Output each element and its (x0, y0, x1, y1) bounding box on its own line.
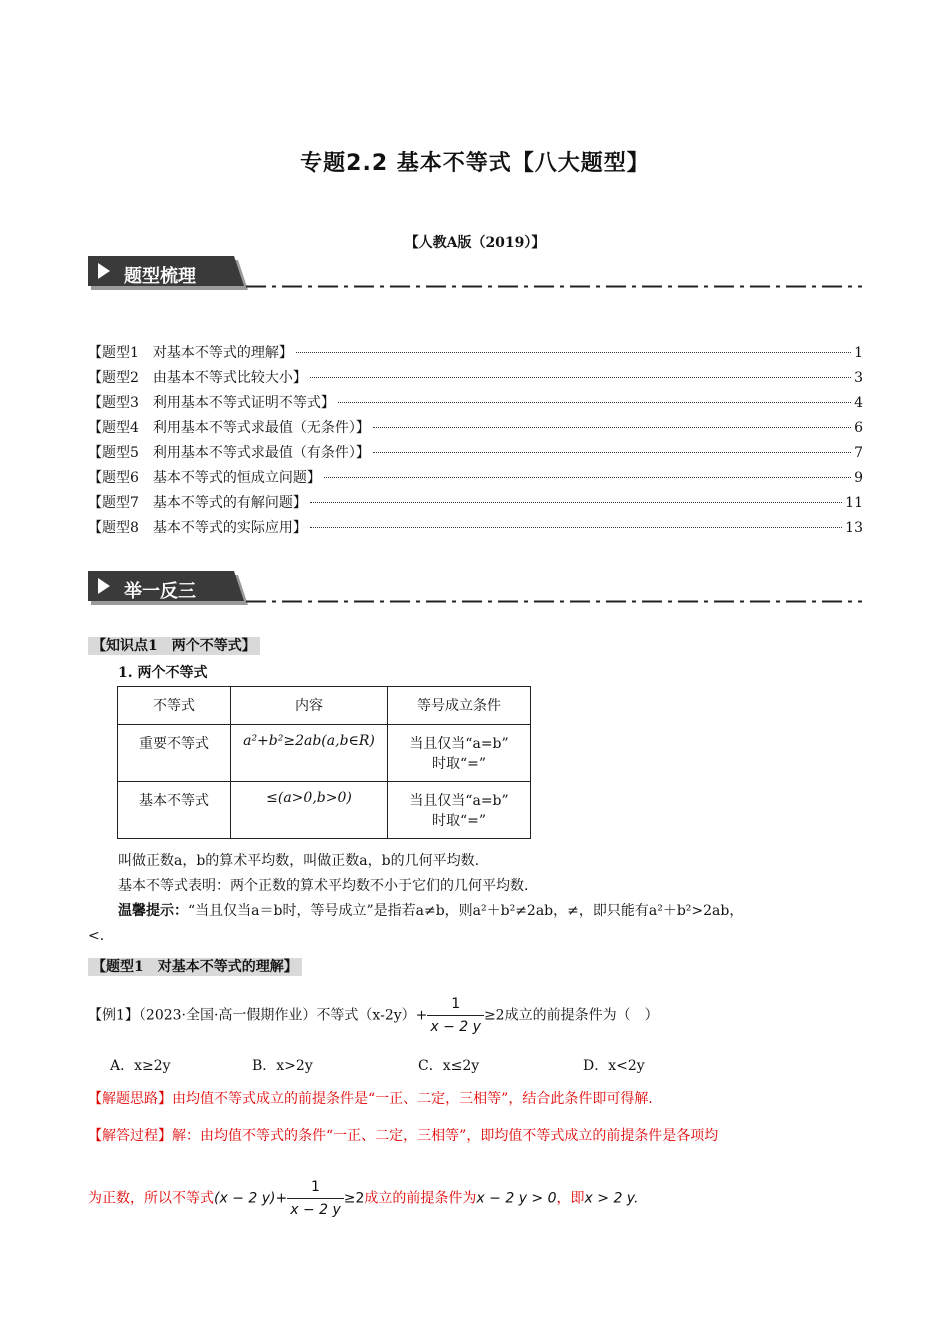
solution-process-line2: 为正数，所以不等式(x − 2 y)+ $\frac{1}{x - 2 y}$ ≥2成立的前提条件为x − 2 y > 0，即x > 2 y. (88, 1176, 638, 1221)
inequality-table (117, 686, 531, 839)
option-c[interactable]: C．x≤2y (418, 1058, 480, 1074)
banner-label: 题型梳理 (124, 266, 196, 287)
edition-label: 【人教A版（2019）】 (404, 235, 546, 251)
toc-banner (88, 256, 248, 290)
toc-entry[interactable]: 【题型5 利用基本不等式求最值（有条件）】 7 (88, 445, 863, 461)
toc-entry[interactable]: 【题型7 基本不等式的有解问题】 11 (88, 495, 863, 511)
toc-entry[interactable]: 【题型8 基本不等式的实际应用】 13 (88, 520, 863, 536)
tip-text: “当且仅当a＝b时，等号成立”是指若a≠b，则a²＋b²≠2ab，≠，即只能有a²＋b²>2ab， (188, 903, 744, 919)
toc-entry[interactable]: 【题型3 利用基本不等式证明不等式】 4 (88, 395, 863, 411)
example-question: 【例1】（2023·全国·高一假期作业）不等式（x-2y）+ $\frac{1}{x - 2 y}$ ≥2成立的前提条件为（ ） (88, 993, 659, 1038)
solution-process: 【解答过程】解：由均值不等式的条件“一正、二定，三相等”，即均值不等式成立的前提条件是各项均 (88, 1128, 719, 1144)
table-of-contents (88, 342, 863, 542)
knowledge-subheading: 1. 两个不等式 (118, 665, 208, 681)
tip-label: 温馨提示： (118, 903, 188, 919)
fraction: $\frac{1}{x - 2 y}$ (287, 1176, 344, 1221)
table-row (118, 782, 531, 839)
table-header: 等号成立条件 (388, 687, 531, 725)
paragraph: 叫做正数a，b的算术平均数，叫做正数a，b的几何平均数. (118, 853, 480, 869)
knowledge-heading: 【知识点1 两个不等式】 (88, 635, 260, 655)
page-title: 专题2.2 基本不等式【八大题型】 (300, 151, 650, 176)
table-header: 不等式 (118, 687, 231, 725)
table-cell: a²+b²≥2ab(a,b∈R) (231, 725, 388, 782)
option-d[interactable]: D．x<2y (583, 1058, 645, 1074)
table-header: 内容 (231, 687, 388, 725)
tip-tail: <. (88, 928, 105, 944)
dash-dot-divider (246, 600, 862, 603)
toc-entry[interactable]: 【题型2 由基本不等式比较大小】 3 (88, 370, 863, 386)
table-cell: 当且仅当“a=b” 时取“=” (388, 782, 531, 839)
table-cell: 当且仅当“a=b” 时取“=” (388, 725, 531, 782)
banner-label: 举一反三 (124, 581, 196, 602)
table-cell: 重要不等式 (118, 725, 231, 782)
paragraph: 基本不等式表明：两个正数的算术平均数不小于它们的几何平均数. (118, 878, 529, 894)
option-b[interactable]: B．x>2y (252, 1058, 313, 1074)
table-cell: 基本不等式 (118, 782, 231, 839)
solution-idea: 【解题思路】由均值不等式成立的前提条件是“一正、二定，三相等”，结合此条件即可得解. (88, 1091, 653, 1107)
type1-heading: 【题型1 对基本不等式的理解】 (88, 956, 302, 976)
dash-dot-divider (246, 285, 862, 288)
tip-paragraph (118, 900, 863, 922)
fraction: $\frac{1}{x - 2 y}$ (427, 993, 484, 1038)
examples-banner (88, 571, 248, 605)
table-cell: ≤(a>0,b>0) (231, 782, 388, 839)
table-header-row (118, 687, 531, 725)
option-a[interactable]: A．x≥2y (110, 1058, 171, 1074)
toc-entry[interactable]: 【题型6 基本不等式的恒成立问题】 9 (88, 470, 863, 486)
table-row (118, 725, 531, 782)
toc-entry[interactable]: 【题型4 利用基本不等式求最值（无条件）】 6 (88, 420, 863, 436)
toc-entry[interactable]: 【题型1 对基本不等式的理解】 1 (88, 345, 863, 361)
